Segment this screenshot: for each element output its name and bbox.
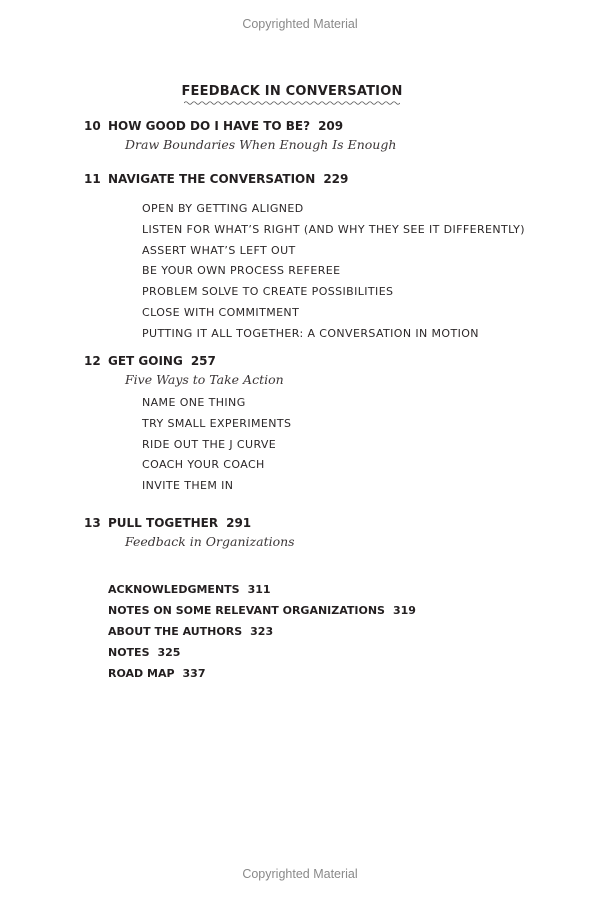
back-matter-page: 323 (250, 624, 274, 638)
chapter-subtitle: Feedback in Organizations (125, 534, 295, 549)
section-item[interactable]: PROBLEM SOLVE TO CREATE POSSIBILITIES (142, 285, 394, 299)
chapter-number: 11 (84, 172, 101, 186)
chapter-11 (84, 171, 525, 361)
chapter-title: PULL TOGETHER (108, 516, 219, 530)
back-matter-item[interactable] (108, 601, 416, 622)
back-matter-list (108, 580, 416, 685)
section-item[interactable]: PUTTING IT ALL TOGETHER: A CONVERSATION IN MOTION (142, 326, 479, 340)
title-squiggle-divider (184, 100, 400, 106)
chapter-title: NAVIGATE THE CONVERSATION (108, 172, 316, 186)
chapter-number: 12 (84, 354, 101, 368)
section-item[interactable]: ASSERT WHAT’S LEFT OUT (142, 243, 296, 257)
chapter-page: 291 (226, 516, 252, 530)
back-matter-item[interactable] (108, 580, 416, 601)
section-item[interactable]: TRY SMALL EXPERIMENTS (142, 416, 292, 430)
back-matter-title: ACKNOWLEDGMENTS (108, 583, 240, 596)
section-item[interactable]: COACH YOUR COACH (142, 458, 265, 472)
back-matter-page: 337 (182, 666, 206, 680)
chapter-title: GET GOING (108, 354, 183, 368)
chapter-subtitle: Draw Boundaries When Enough Is Enough (125, 137, 397, 152)
chapter-page: 209 (318, 119, 344, 133)
chapter-subtitle: Five Ways to Take Action (125, 372, 284, 387)
back-matter-title: NOTES ON SOME RELEVANT ORGANIZATIONS (108, 603, 385, 617)
back-matter-item[interactable] (108, 622, 416, 643)
chapter-heading[interactable] (84, 118, 396, 134)
section-item[interactable]: OPEN BY GETTING ALIGNED (142, 202, 304, 215)
section-item[interactable]: INVITE THEM IN (142, 479, 234, 493)
section-item[interactable]: NAME ONE THING (142, 396, 246, 409)
chapter-heading[interactable] (84, 515, 295, 531)
back-matter-item[interactable] (108, 643, 416, 664)
back-matter-title: ROAD MAP (108, 666, 175, 680)
chapter-page: 257 (190, 354, 216, 368)
back-matter-title: NOTES (108, 645, 150, 659)
chapter-10 (84, 118, 396, 152)
chapter-heading[interactable] (84, 171, 525, 187)
chapter-title: HOW GOOD DO I HAVE TO BE? (108, 119, 311, 133)
back-matter-title: ABOUT THE AUTHORS (108, 624, 243, 638)
copyright-watermark-bottom: Copyrighted Material (242, 867, 358, 881)
back-matter-item[interactable] (108, 664, 416, 685)
section-item[interactable]: CLOSE WITH COMMITMENT (142, 305, 300, 319)
chapter-13 (84, 515, 295, 549)
section-list (142, 393, 291, 497)
chapter-number: 10 (84, 119, 101, 133)
section-item[interactable]: BE YOUR OWN PROCESS REFEREE (142, 264, 341, 278)
chapter-12 (84, 353, 291, 513)
copyright-watermark-top: Copyrighted Material (242, 17, 358, 31)
section-list (142, 199, 525, 345)
chapter-number: 13 (84, 516, 101, 530)
chapter-heading[interactable] (84, 353, 291, 369)
part-title: FEEDBACK IN CONVERSATION (181, 84, 403, 99)
section-item[interactable]: LISTEN FOR WHAT’S RIGHT (AND WHY THEY SEE IT DIFFERENTLY) (142, 222, 525, 236)
back-matter-page: 319 (392, 603, 416, 617)
back-matter-page: 311 (247, 583, 271, 596)
section-item[interactable]: RIDE OUT THE J CURVE (142, 437, 277, 451)
chapter-page: 229 (323, 172, 349, 186)
back-matter-page: 325 (157, 645, 181, 659)
